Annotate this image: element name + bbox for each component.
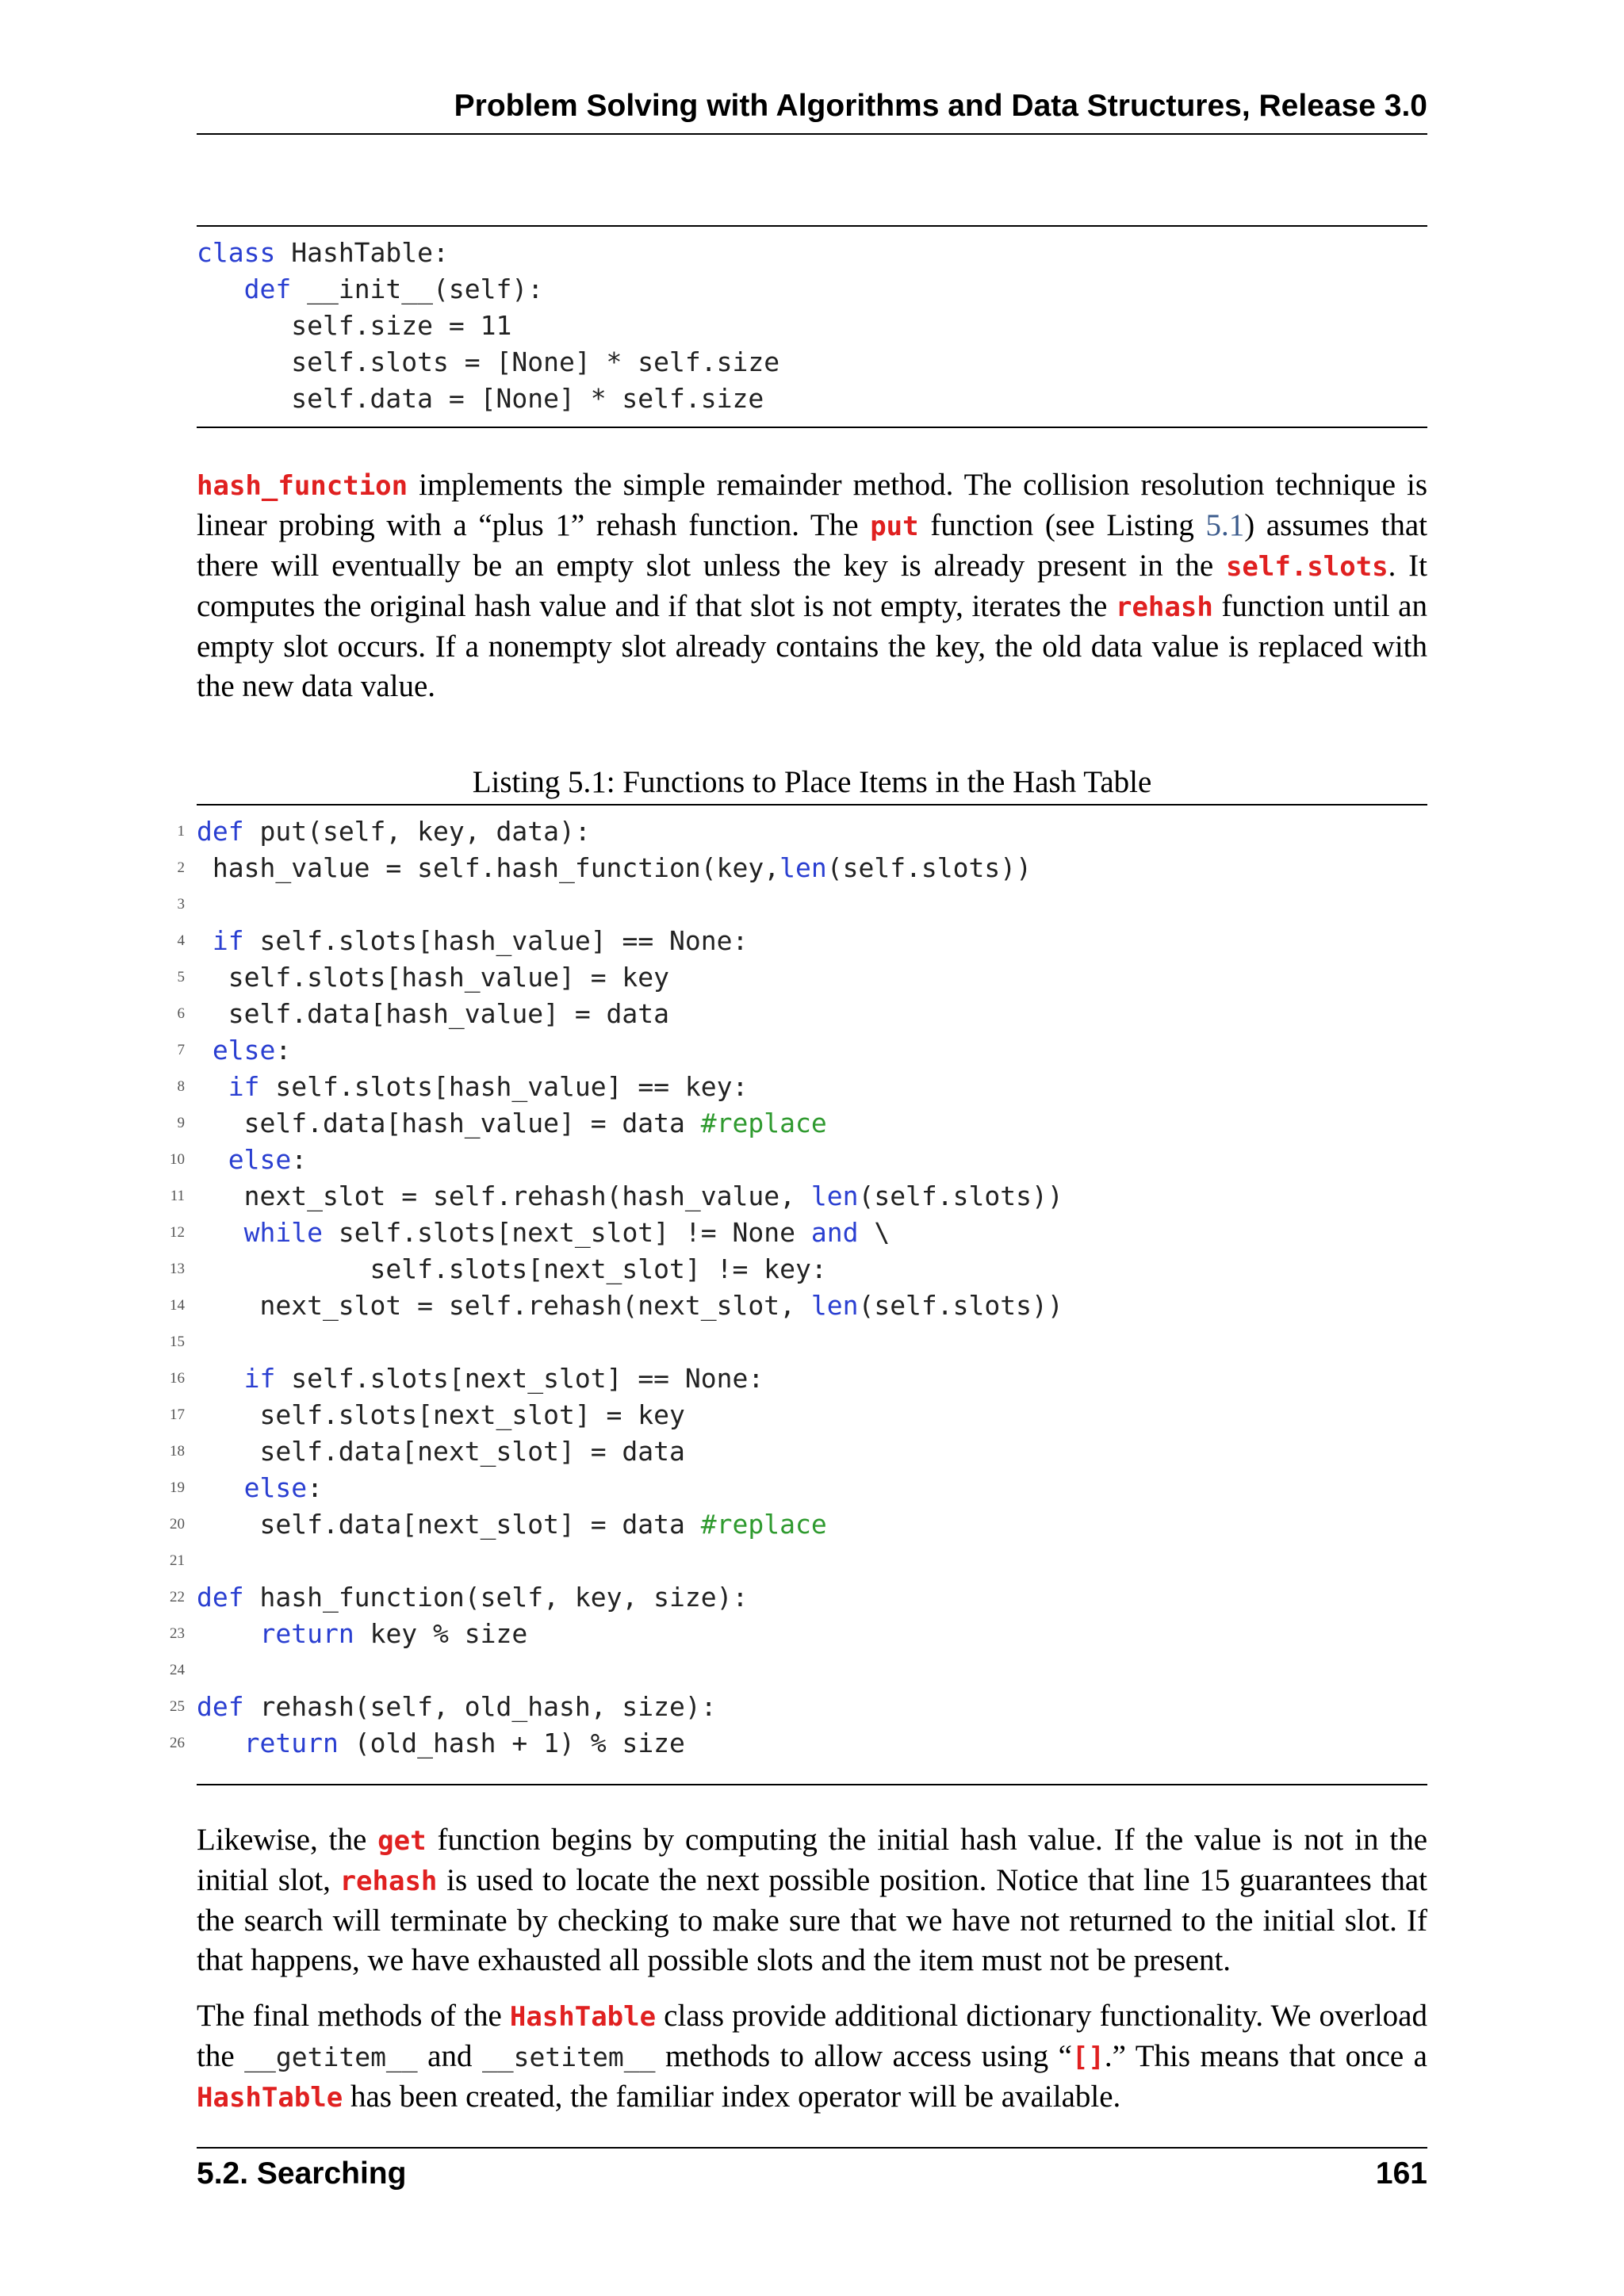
text-span: implements the simple remainder method. The collision resolution technique is linear probing with a “plus 1” rehash function. The bbox=[197, 468, 1427, 542]
line-number: 3 bbox=[177, 896, 185, 913]
inline-code: rehash bbox=[339, 1866, 438, 1897]
code-builtin: len bbox=[779, 852, 827, 883]
code-line bbox=[170, 1689, 1427, 1725]
code-line bbox=[170, 1288, 1427, 1324]
code-keyword: def bbox=[243, 274, 292, 304]
text-span: function (see Listing bbox=[918, 508, 1206, 542]
text-span: self.data[next_slot] = data bbox=[197, 1509, 701, 1540]
text-span: self.slots = [None] * self.size bbox=[197, 346, 780, 377]
inline-code: HashTable bbox=[509, 2001, 657, 2033]
line-number: 15 bbox=[170, 1334, 185, 1350]
line-number: 5 bbox=[177, 969, 185, 985]
text-span bbox=[197, 1618, 259, 1649]
text-span: (self.slots)) bbox=[826, 852, 1032, 883]
text-span bbox=[197, 274, 244, 304]
line-number: 16 bbox=[170, 1370, 185, 1387]
text-span: self.slots[hash_value] == None: bbox=[243, 925, 749, 956]
text-span: self.data = [None] * self.size bbox=[197, 383, 764, 414]
text-span bbox=[197, 1217, 244, 1248]
text-span: (self.slots)) bbox=[858, 1290, 1063, 1321]
line-number: 17 bbox=[170, 1406, 185, 1423]
text-span: self.slots[hash_value] == key: bbox=[259, 1071, 749, 1102]
line-number: 8 bbox=[177, 1078, 185, 1095]
code-line bbox=[177, 850, 1427, 886]
code-line bbox=[170, 1360, 1427, 1397]
line-number: 6 bbox=[177, 1005, 185, 1022]
code-line bbox=[170, 1470, 1427, 1506]
code-line bbox=[170, 1433, 1427, 1470]
code-line bbox=[177, 1032, 1427, 1069]
line-number: 18 bbox=[170, 1443, 185, 1460]
inline-code: HashTable bbox=[197, 2082, 343, 2114]
code-line bbox=[170, 1543, 1427, 1579]
code-block-1-bottom-rule bbox=[197, 427, 1427, 428]
code-keyword: if bbox=[228, 1071, 260, 1102]
text-span: next_slot = self.rehash(hash_value, bbox=[197, 1181, 811, 1211]
text-span: (old_hash + 1) % size bbox=[338, 1728, 685, 1758]
text-span: __init__(self): bbox=[291, 274, 544, 304]
inline-code: rehash bbox=[1115, 591, 1213, 623]
line-number: 26 bbox=[170, 1735, 185, 1751]
code-line bbox=[170, 1142, 1427, 1178]
text-span: Likewise, the bbox=[197, 1823, 378, 1857]
line-number: 22 bbox=[170, 1589, 185, 1605]
header-rule bbox=[197, 133, 1427, 135]
text-span: self.slots[hash_value] = key bbox=[197, 962, 670, 993]
text-span: is used to locate the next possible position. Notice that line 15 guarantees that the search will terminate by checking to make sure that we have not returned to the initial slot. If that happens, we have exhausted all possible slots and the item must not be present. bbox=[197, 1863, 1427, 1977]
code-keyword: else bbox=[243, 1472, 308, 1503]
code-line bbox=[177, 1069, 1427, 1105]
text-span: ) assumes that there will eventually be an empty slot unless the key is already present in the bbox=[197, 508, 1427, 583]
text-span: rehash(self, old_hash, size): bbox=[243, 1691, 717, 1722]
inline-code: put bbox=[870, 511, 919, 542]
text-span: methods to allow access using “ bbox=[655, 2039, 1072, 2073]
line-number: 10 bbox=[170, 1151, 185, 1168]
code-line bbox=[177, 923, 1427, 959]
line-number: 4 bbox=[177, 932, 185, 949]
code-line bbox=[170, 1579, 1427, 1616]
text-span bbox=[197, 1472, 244, 1503]
code-line bbox=[177, 996, 1427, 1032]
code-comment: #replace bbox=[700, 1509, 827, 1540]
text-span bbox=[197, 1035, 213, 1066]
code-line bbox=[177, 1105, 1427, 1142]
text-span bbox=[197, 1144, 228, 1175]
code-comment: #replace bbox=[700, 1108, 827, 1138]
code-line bbox=[177, 886, 1427, 923]
text-span: hash_value = self.hash_function(key, bbox=[197, 852, 780, 883]
line-number: 14 bbox=[170, 1297, 185, 1314]
code-line bbox=[197, 308, 1427, 344]
page-header-title: Problem Solving with Algorithms and Data Structures, Release 3.0 bbox=[454, 89, 1427, 123]
text-span bbox=[197, 1071, 228, 1102]
text-span: .” This means that once a bbox=[1104, 2039, 1427, 2073]
code-keyword: def bbox=[197, 1582, 244, 1613]
page-number: 161 bbox=[1375, 2156, 1427, 2191]
footer-rule bbox=[197, 2147, 1427, 2149]
code-line bbox=[177, 813, 1427, 850]
paragraph-get-function bbox=[197, 1820, 1427, 1980]
code-keyword: if bbox=[243, 1363, 276, 1394]
text-span: next_slot = self.rehash(next_slot, bbox=[197, 1290, 811, 1321]
hashtable-class-code bbox=[197, 235, 1427, 417]
code-line bbox=[170, 1725, 1427, 1762]
text-span: self.data[next_slot] = data bbox=[197, 1436, 685, 1467]
line-number: 23 bbox=[170, 1625, 185, 1642]
line-number: 7 bbox=[177, 1042, 185, 1058]
inline-code-plain: __getitem__ bbox=[244, 2042, 418, 2072]
listing-reference[interactable]: 5.1 bbox=[1205, 508, 1245, 542]
code-line bbox=[197, 344, 1427, 381]
text-span: The final methods of the bbox=[197, 1999, 510, 2033]
inline-code-plain: __setitem__ bbox=[481, 2042, 656, 2072]
text-span: : bbox=[275, 1035, 292, 1066]
code-keyword: and bbox=[810, 1217, 859, 1248]
listing-bottom-rule bbox=[197, 1784, 1427, 1785]
text-span: (self.slots)) bbox=[858, 1181, 1063, 1211]
text-span: self.data[hash_value] = data bbox=[197, 1108, 701, 1138]
code-keyword: def bbox=[197, 1691, 244, 1722]
inline-code: get bbox=[377, 1825, 427, 1857]
text-span: and bbox=[417, 2039, 482, 2073]
code-line bbox=[170, 1215, 1427, 1251]
inline-code: hash_function bbox=[197, 470, 408, 502]
code-line bbox=[170, 1324, 1427, 1360]
inline-code: self.slots bbox=[1225, 551, 1388, 583]
code-line bbox=[170, 1616, 1427, 1652]
line-number: 2 bbox=[177, 859, 185, 876]
paragraph-final-methods bbox=[197, 1996, 1427, 2118]
text-span: self.slots[next_slot] != key: bbox=[197, 1253, 827, 1284]
text-span: self.data[hash_value] = data bbox=[197, 998, 670, 1029]
code-line bbox=[177, 959, 1427, 996]
code-line bbox=[197, 271, 1427, 308]
code-line bbox=[170, 1506, 1427, 1543]
text-span bbox=[197, 1363, 244, 1394]
text-span: self.slots[next_slot] = key bbox=[197, 1399, 685, 1430]
text-span: self.slots[next_slot] != None bbox=[322, 1217, 811, 1248]
line-number: 20 bbox=[170, 1516, 185, 1533]
code-line bbox=[170, 1397, 1427, 1433]
text-span: : bbox=[291, 1144, 308, 1175]
text-span: self.size = 11 bbox=[197, 310, 512, 341]
footer-section: 5.2. Searching bbox=[197, 2156, 407, 2191]
text-span: put(self, key, data): bbox=[243, 816, 591, 847]
line-number: 25 bbox=[170, 1698, 185, 1715]
listing-put-code bbox=[170, 813, 1427, 1762]
text-span: has been created, the familiar index operator will be available. bbox=[343, 2080, 1121, 2114]
text-span: class provide additional dictionary functionality. We overload the bbox=[197, 1999, 1427, 2073]
code-line bbox=[197, 381, 1427, 417]
text-span: function until an empty slot occurs. If a nonempty slot already contains the key, the old data value is replaced with the new data value. bbox=[197, 589, 1427, 703]
code-line bbox=[170, 1652, 1427, 1689]
code-keyword: def bbox=[197, 816, 244, 847]
line-number: 13 bbox=[170, 1261, 185, 1277]
code-keyword: while bbox=[243, 1217, 323, 1248]
code-builtin: len bbox=[810, 1290, 859, 1321]
text-span bbox=[197, 1728, 244, 1758]
text-span bbox=[197, 925, 213, 956]
code-keyword: return bbox=[259, 1618, 354, 1649]
inline-code: [] bbox=[1071, 2042, 1105, 2073]
code-builtin: len bbox=[810, 1181, 859, 1211]
code-block-1-top-rule bbox=[197, 225, 1427, 227]
paragraph-hash-function bbox=[197, 465, 1427, 706]
line-number: 24 bbox=[170, 1662, 185, 1678]
line-number: 12 bbox=[170, 1224, 185, 1241]
code-keyword: if bbox=[212, 925, 244, 956]
code-keyword: else bbox=[228, 1144, 292, 1175]
text-span: HashTable: bbox=[275, 237, 449, 268]
listing-caption: Listing 5.1: Functions to Place Items in the Hash Table bbox=[472, 765, 1152, 799]
line-number: 19 bbox=[170, 1479, 185, 1496]
text-span: . It computes the original hash value and if that slot is not empty, iterates the bbox=[197, 549, 1428, 623]
code-line bbox=[197, 235, 1427, 271]
text-span: self.slots[next_slot] == None: bbox=[275, 1363, 764, 1394]
text-span: : bbox=[307, 1472, 323, 1503]
text-span: key % size bbox=[354, 1618, 528, 1649]
listing-top-rule bbox=[197, 804, 1427, 806]
code-line bbox=[170, 1178, 1427, 1215]
code-line bbox=[170, 1251, 1427, 1288]
text-span: function begins by computing the initial hash value. If the value is not in the initial slot, bbox=[197, 1823, 1427, 1897]
line-number: 9 bbox=[177, 1115, 185, 1131]
text-span: \ bbox=[858, 1217, 891, 1248]
code-keyword: else bbox=[212, 1035, 276, 1066]
code-keyword: return bbox=[243, 1728, 339, 1758]
line-number: 1 bbox=[177, 823, 185, 840]
line-number: 21 bbox=[170, 1552, 185, 1569]
code-keyword: class bbox=[197, 237, 276, 268]
text-span: hash_function(self, key, size): bbox=[243, 1582, 749, 1613]
line-number: 11 bbox=[170, 1188, 185, 1204]
